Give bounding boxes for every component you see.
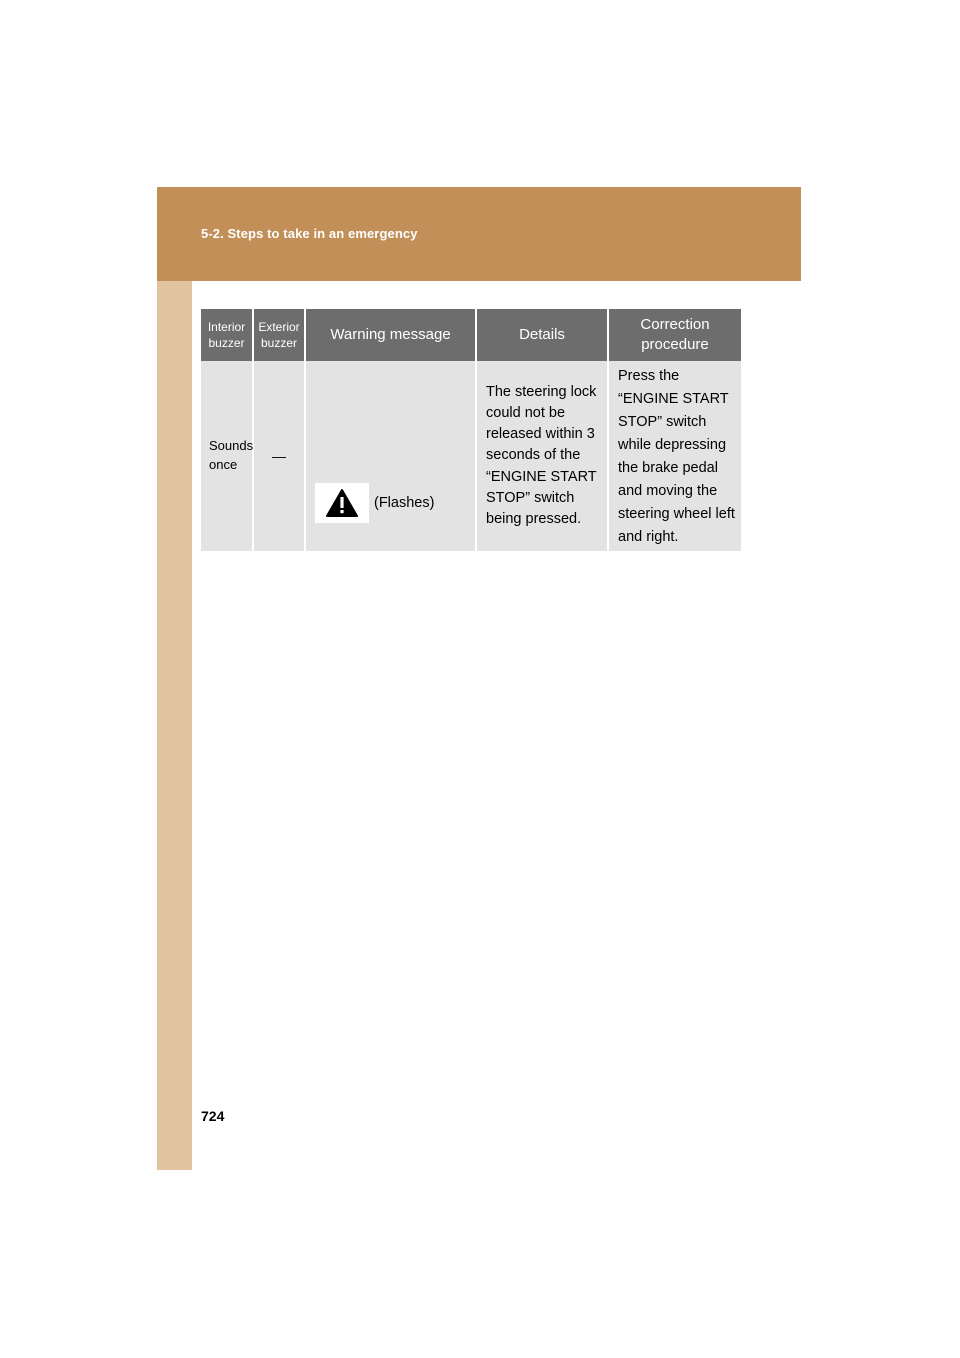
section-title: 5-2. Steps to take in an emergency (201, 226, 418, 241)
column-header-interior-buzzer: Interior buzzer (201, 309, 253, 361)
warning-table (201, 309, 741, 551)
flashes-label: (Flashes) (374, 495, 435, 511)
column-header-correction-procedure: Correction procedure (608, 309, 741, 361)
interior-buzzer-cell: Sounds once (201, 361, 253, 551)
column-header-details: Details (476, 309, 608, 361)
correction-procedure-cell: Press the “ENGINE START STOP” switch while depressing the brake pedal and moving the steering wheel left and right. (608, 361, 741, 551)
table-header-row (201, 309, 741, 361)
details-cell: The steering lock could not be released within 3 seconds of the “ENGINE START STOP” switch being pressed. (476, 361, 608, 551)
side-tab-strip (157, 281, 192, 1170)
exterior-buzzer-cell: — (253, 361, 305, 551)
warning-message-cell (305, 361, 476, 551)
column-header-exterior-buzzer: Exterior buzzer (253, 309, 305, 361)
table-row (201, 361, 741, 551)
warning-triangle-icon (315, 483, 369, 523)
column-header-warning-message: Warning message (305, 309, 476, 361)
page-number: 724 (201, 1108, 225, 1124)
